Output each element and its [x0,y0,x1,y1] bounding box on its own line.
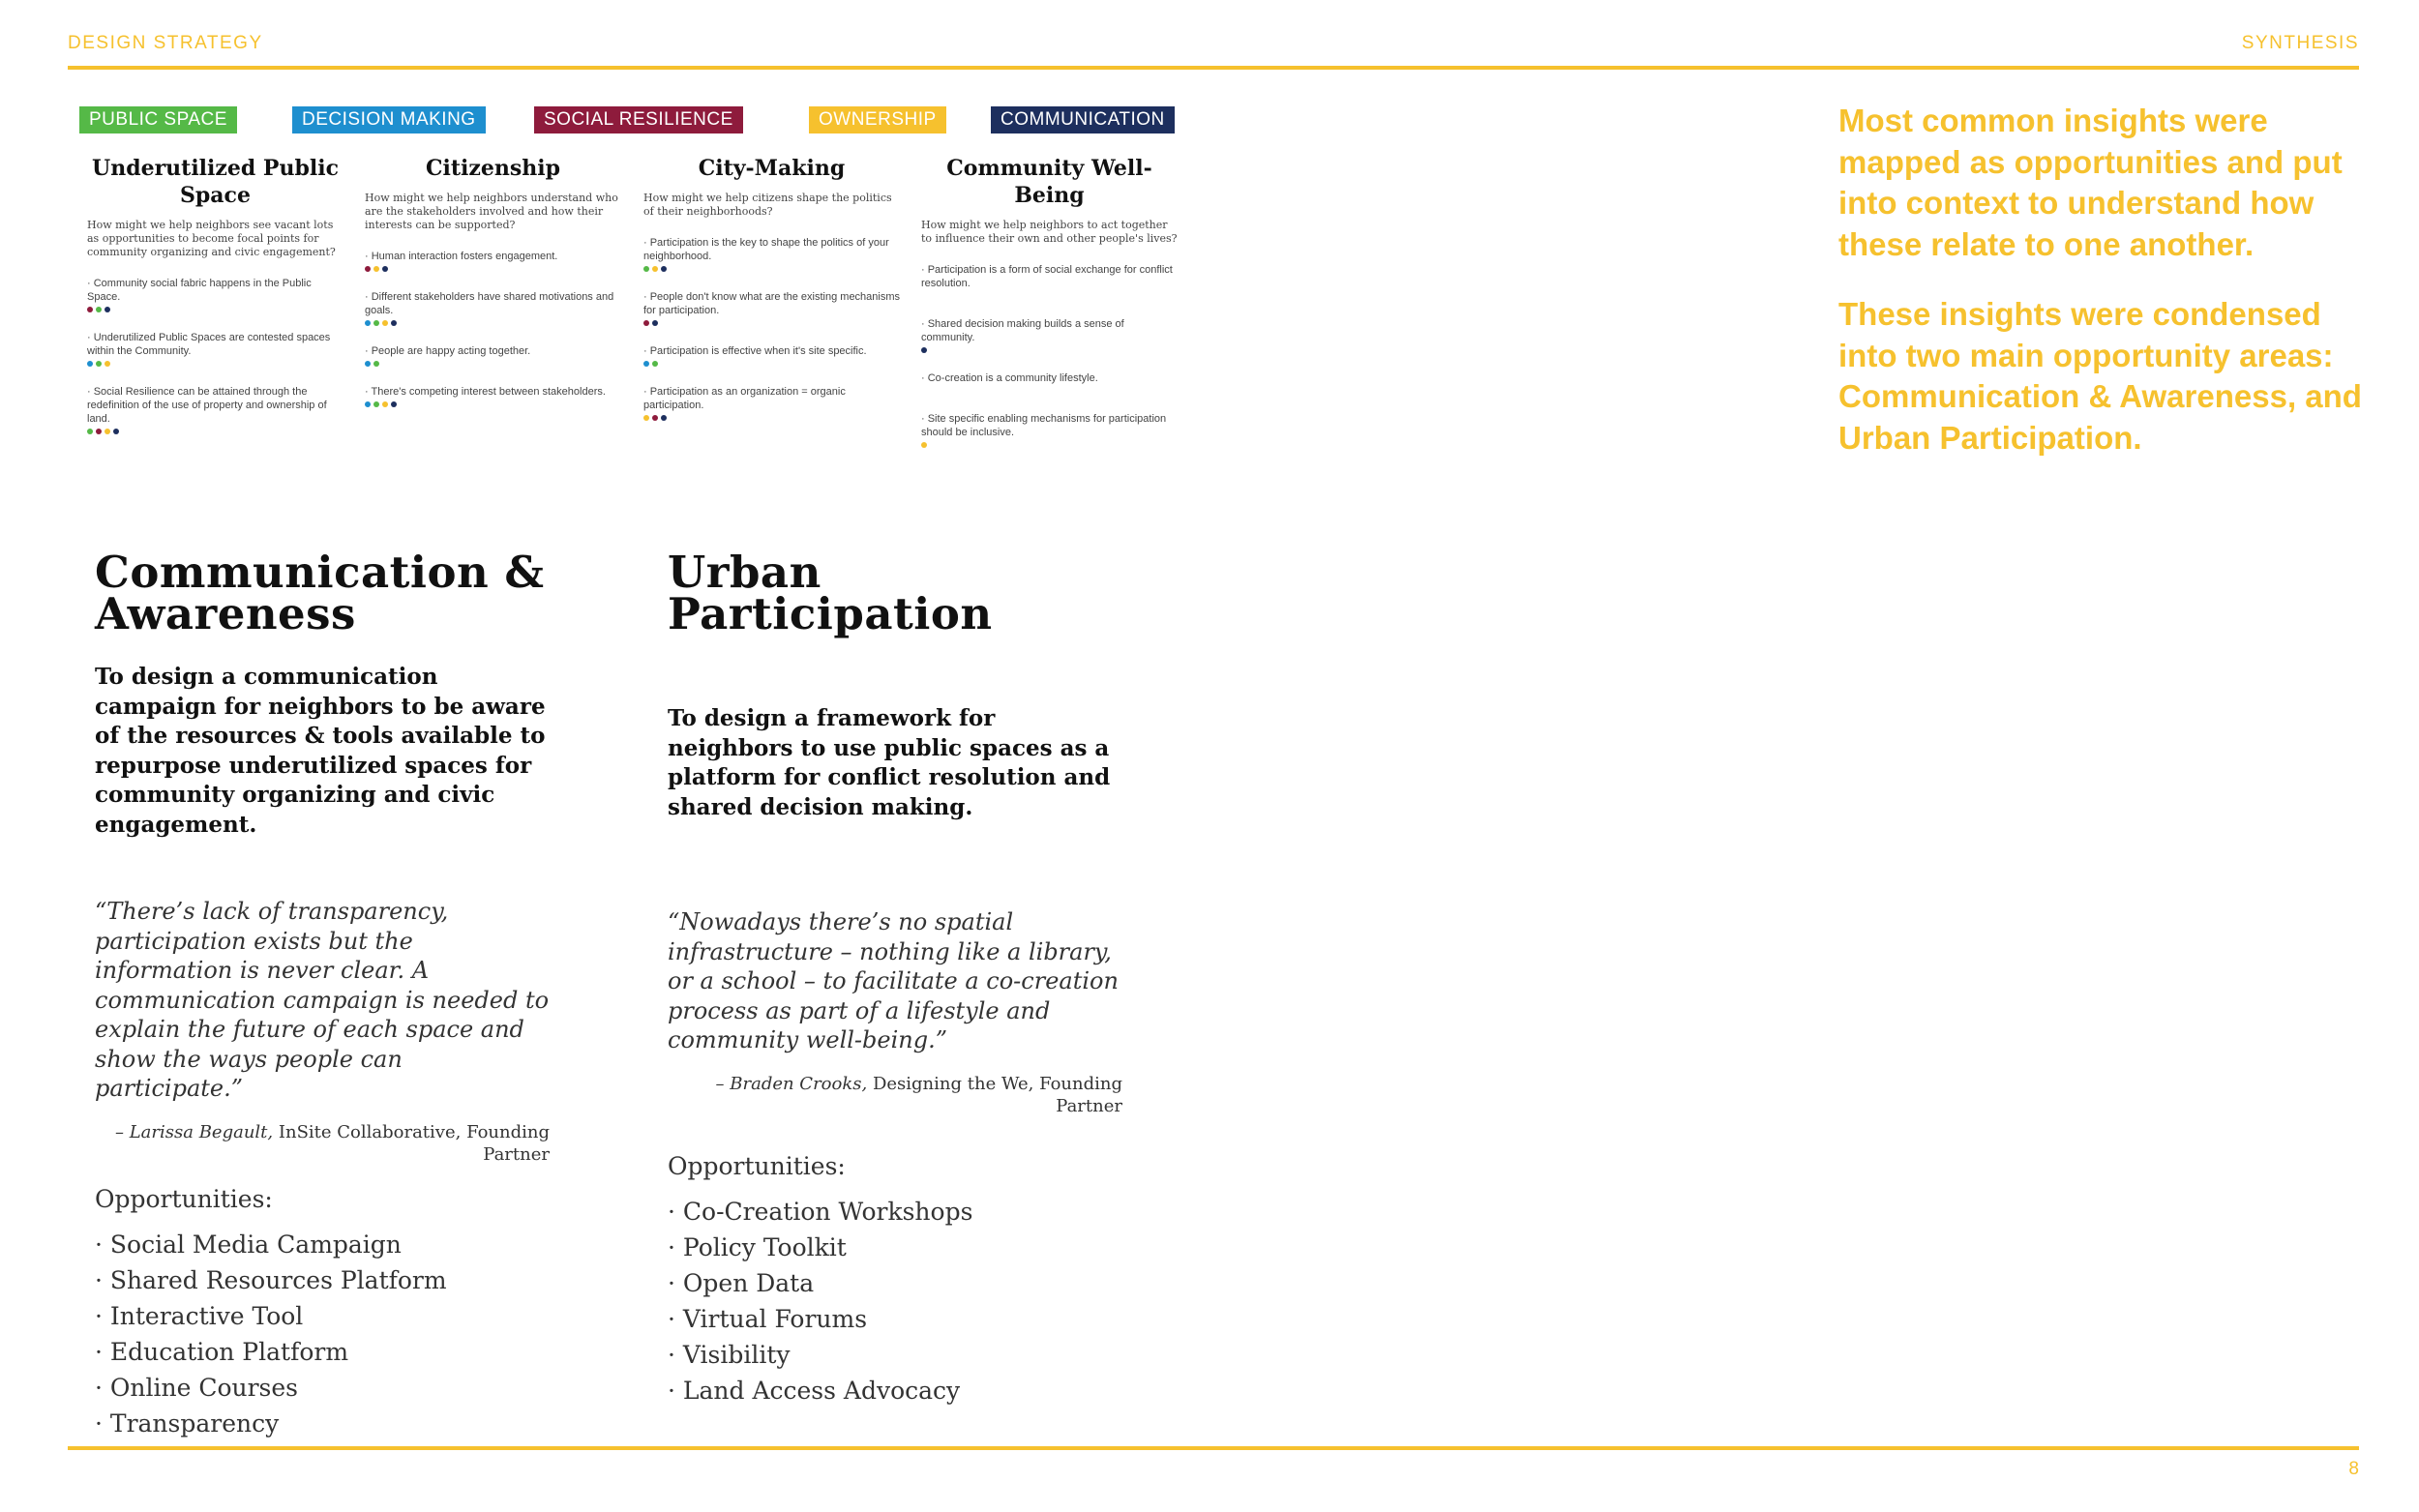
insight-item: · Site specific enabling mechanisms for participation should be inclusive. [921,412,1178,449]
category-dot-ownership [652,266,658,272]
category-dot-public-space [96,307,102,312]
tag-public-space: PUBLIC SPACE [79,106,237,133]
category-dot-public-space [87,429,93,434]
section-header: DESIGN STRATEGY [68,33,263,53]
column-question: How might we help neighbors to act together to influence their own and other people's lives? [921,219,1178,245]
column-question: How might we help citizens shape the politics of their neighborhoods? [643,192,892,218]
list-item: · Virtual Forums [668,1304,868,1333]
category-dot-public-space [652,361,658,367]
category-dot-social-resilience [96,429,102,434]
opportunity-urban-participation [668,547,1122,1408]
opportunities-list [95,1227,550,1441]
page-number: 8 [2348,1459,2359,1479]
list-item: · Shared Resources Platform [95,1265,447,1294]
category-dot-communication [113,429,119,434]
insight-item: · Underutilized Public Spaces are contested spaces within the Community. [87,331,343,368]
category-dot-communication [921,347,927,353]
list-item: · Education Platform [95,1337,349,1366]
opportunity-description: To design a communication campaign for neighbors to be aware of the resources & tools available to repurpose underutilized spaces for community organizing and civic engagement. [95,664,546,838]
insight-item: · Community social fabric happens in the Public Space. [87,277,343,313]
category-dot-public-space [373,401,379,407]
column-title: City-Making [698,156,846,181]
category-dot-communication [391,401,397,407]
insight-item: · Human interaction fosters engagement. [365,250,621,273]
opportunity-quote: “Nowadays there’s no spatial infrastructure – nothing like a library, or a school – to facilitate a co-creation process as part of a lifestyle and community well-being.” [668,908,1119,1053]
insight-column-city-making [643,155,900,422]
category-dot-ownership [373,266,379,272]
list-item: · Interactive Tool [95,1301,304,1330]
category-dot-public-space [643,266,649,272]
opportunity-quote: “There’s lack of transparency, participation exists but the information is never clear. A communication campaign is needed to explain the future of each space and show the ways people can participate.” [95,898,550,1102]
category-dot-social-resilience [87,307,93,312]
column-question: How might we help neighbors understand who are the stakeholders involved and how their interests can be supported? [365,192,618,231]
category-dot-public-space [96,361,102,367]
category-dot-communication [661,266,667,272]
category-dot-ownership [643,415,649,421]
insight-column-citizenship [365,155,621,408]
category-dot-ownership [382,320,388,326]
insight-item: · Participation is a form of social exchange for conflict resolution. [921,264,1173,289]
category-dot-decision-making [365,320,371,326]
list-item: · Visibility [668,1340,791,1369]
category-dot-social-resilience [652,415,658,421]
category-dot-public-space [373,320,379,326]
opportunity-title: Communication & Awareness [95,547,545,639]
category-dot-ownership [105,429,110,434]
insight-item: · Different stakeholders have shared motivations and goals. [365,290,621,327]
category-dot-decision-making [87,361,93,367]
list-item: · Policy Toolkit [668,1232,847,1261]
column-question: How might we help neighbors see vacant lots as opportunities to become focal points for community organizing and civic engagement? [87,219,336,258]
category-dot-communication [652,320,658,326]
top-divider [68,66,2359,70]
insight-item: · Participation is effective when it's site specific. [643,344,900,368]
opportunity-title: Urban Participation [668,547,993,639]
insight-item: · Participation as an organization = organic participation. [643,385,900,422]
chapter-header: SYNTHESIS [2241,33,2359,53]
category-dot-social-resilience [643,320,649,326]
insight-item: · Shared decision making builds a sense of community. [921,317,1178,354]
insight-item: · There's competing interest between stakeholders. [365,385,621,408]
category-dot-communication [382,266,388,272]
category-dot-decision-making [643,361,649,367]
tag-decision-making: DECISION MAKING [292,106,486,133]
tag-communication: COMMUNICATION [991,106,1175,133]
summary-paragraph: Most common insights were mapped as opportunities and put into context to understand how these relate to one another. [1838,103,2343,262]
bottom-divider [68,1446,2359,1450]
sidebar-summary [1838,101,2380,459]
category-dot-communication [661,415,667,421]
category-dot-ownership [921,442,927,448]
opportunity-description: To design a framework for neighbors to use public spaces as a platform for conflict resolution and shared decision making. [668,705,1111,820]
list-item: · Open Data [668,1268,815,1297]
insight-item: · Participation is the key to shape the politics of your neighborhood. [643,236,900,273]
opportunities-label: Opportunities: [95,1184,273,1213]
insight-item: · Social Resilience can be attained through the redefinition of the use of property and ownership of land. [87,385,343,435]
column-title: Underutilized Public Space [92,156,339,208]
category-dot-public-space [373,361,379,367]
category-tags [0,106,1258,135]
insight-item: · Co-creation is a community lifestyle. [921,372,1098,384]
category-dot-communication [391,320,397,326]
list-item: · Co-Creation Workshops [668,1197,973,1226]
category-dot-social-resilience [365,266,371,272]
opportunities-label: Opportunities: [668,1151,846,1180]
column-title: Community Well-Being [946,156,1152,208]
column-title: Citizenship [426,156,560,181]
summary-paragraph: These insights were condensed into two main opportunity areas: Communication & Awareness, and Urban Participation. [1838,296,2362,456]
opportunities-list [668,1194,1122,1408]
opportunity-communication-awareness [95,547,550,1441]
quote-attribution: – Larissa Begault, InSite Collaborative, Founding Partner [115,1121,550,1165]
list-item: · Social Media Campaign [95,1230,402,1259]
quote-attribution: – Braden Crooks, Designing the We, Founding Partner [715,1073,1122,1116]
insight-item: · People don't know what are the existing mechanisms for participation. [643,290,900,327]
category-dot-ownership [382,401,388,407]
insight-column-public-space [87,155,343,435]
insight-item: · People are happy acting together. [365,344,621,368]
category-dot-decision-making [365,361,371,367]
category-dot-communication [105,307,110,312]
tag-ownership: OWNERSHIP [809,106,946,133]
tag-social-resilience: SOCIAL RESILIENCE [534,106,743,133]
list-item: · Land Access Advocacy [668,1376,961,1405]
insight-column-well-being [921,155,1178,449]
list-item: · Online Courses [95,1373,299,1402]
list-item: · Transparency [95,1408,280,1438]
category-dot-decision-making [365,401,371,407]
category-dot-ownership [105,361,110,367]
